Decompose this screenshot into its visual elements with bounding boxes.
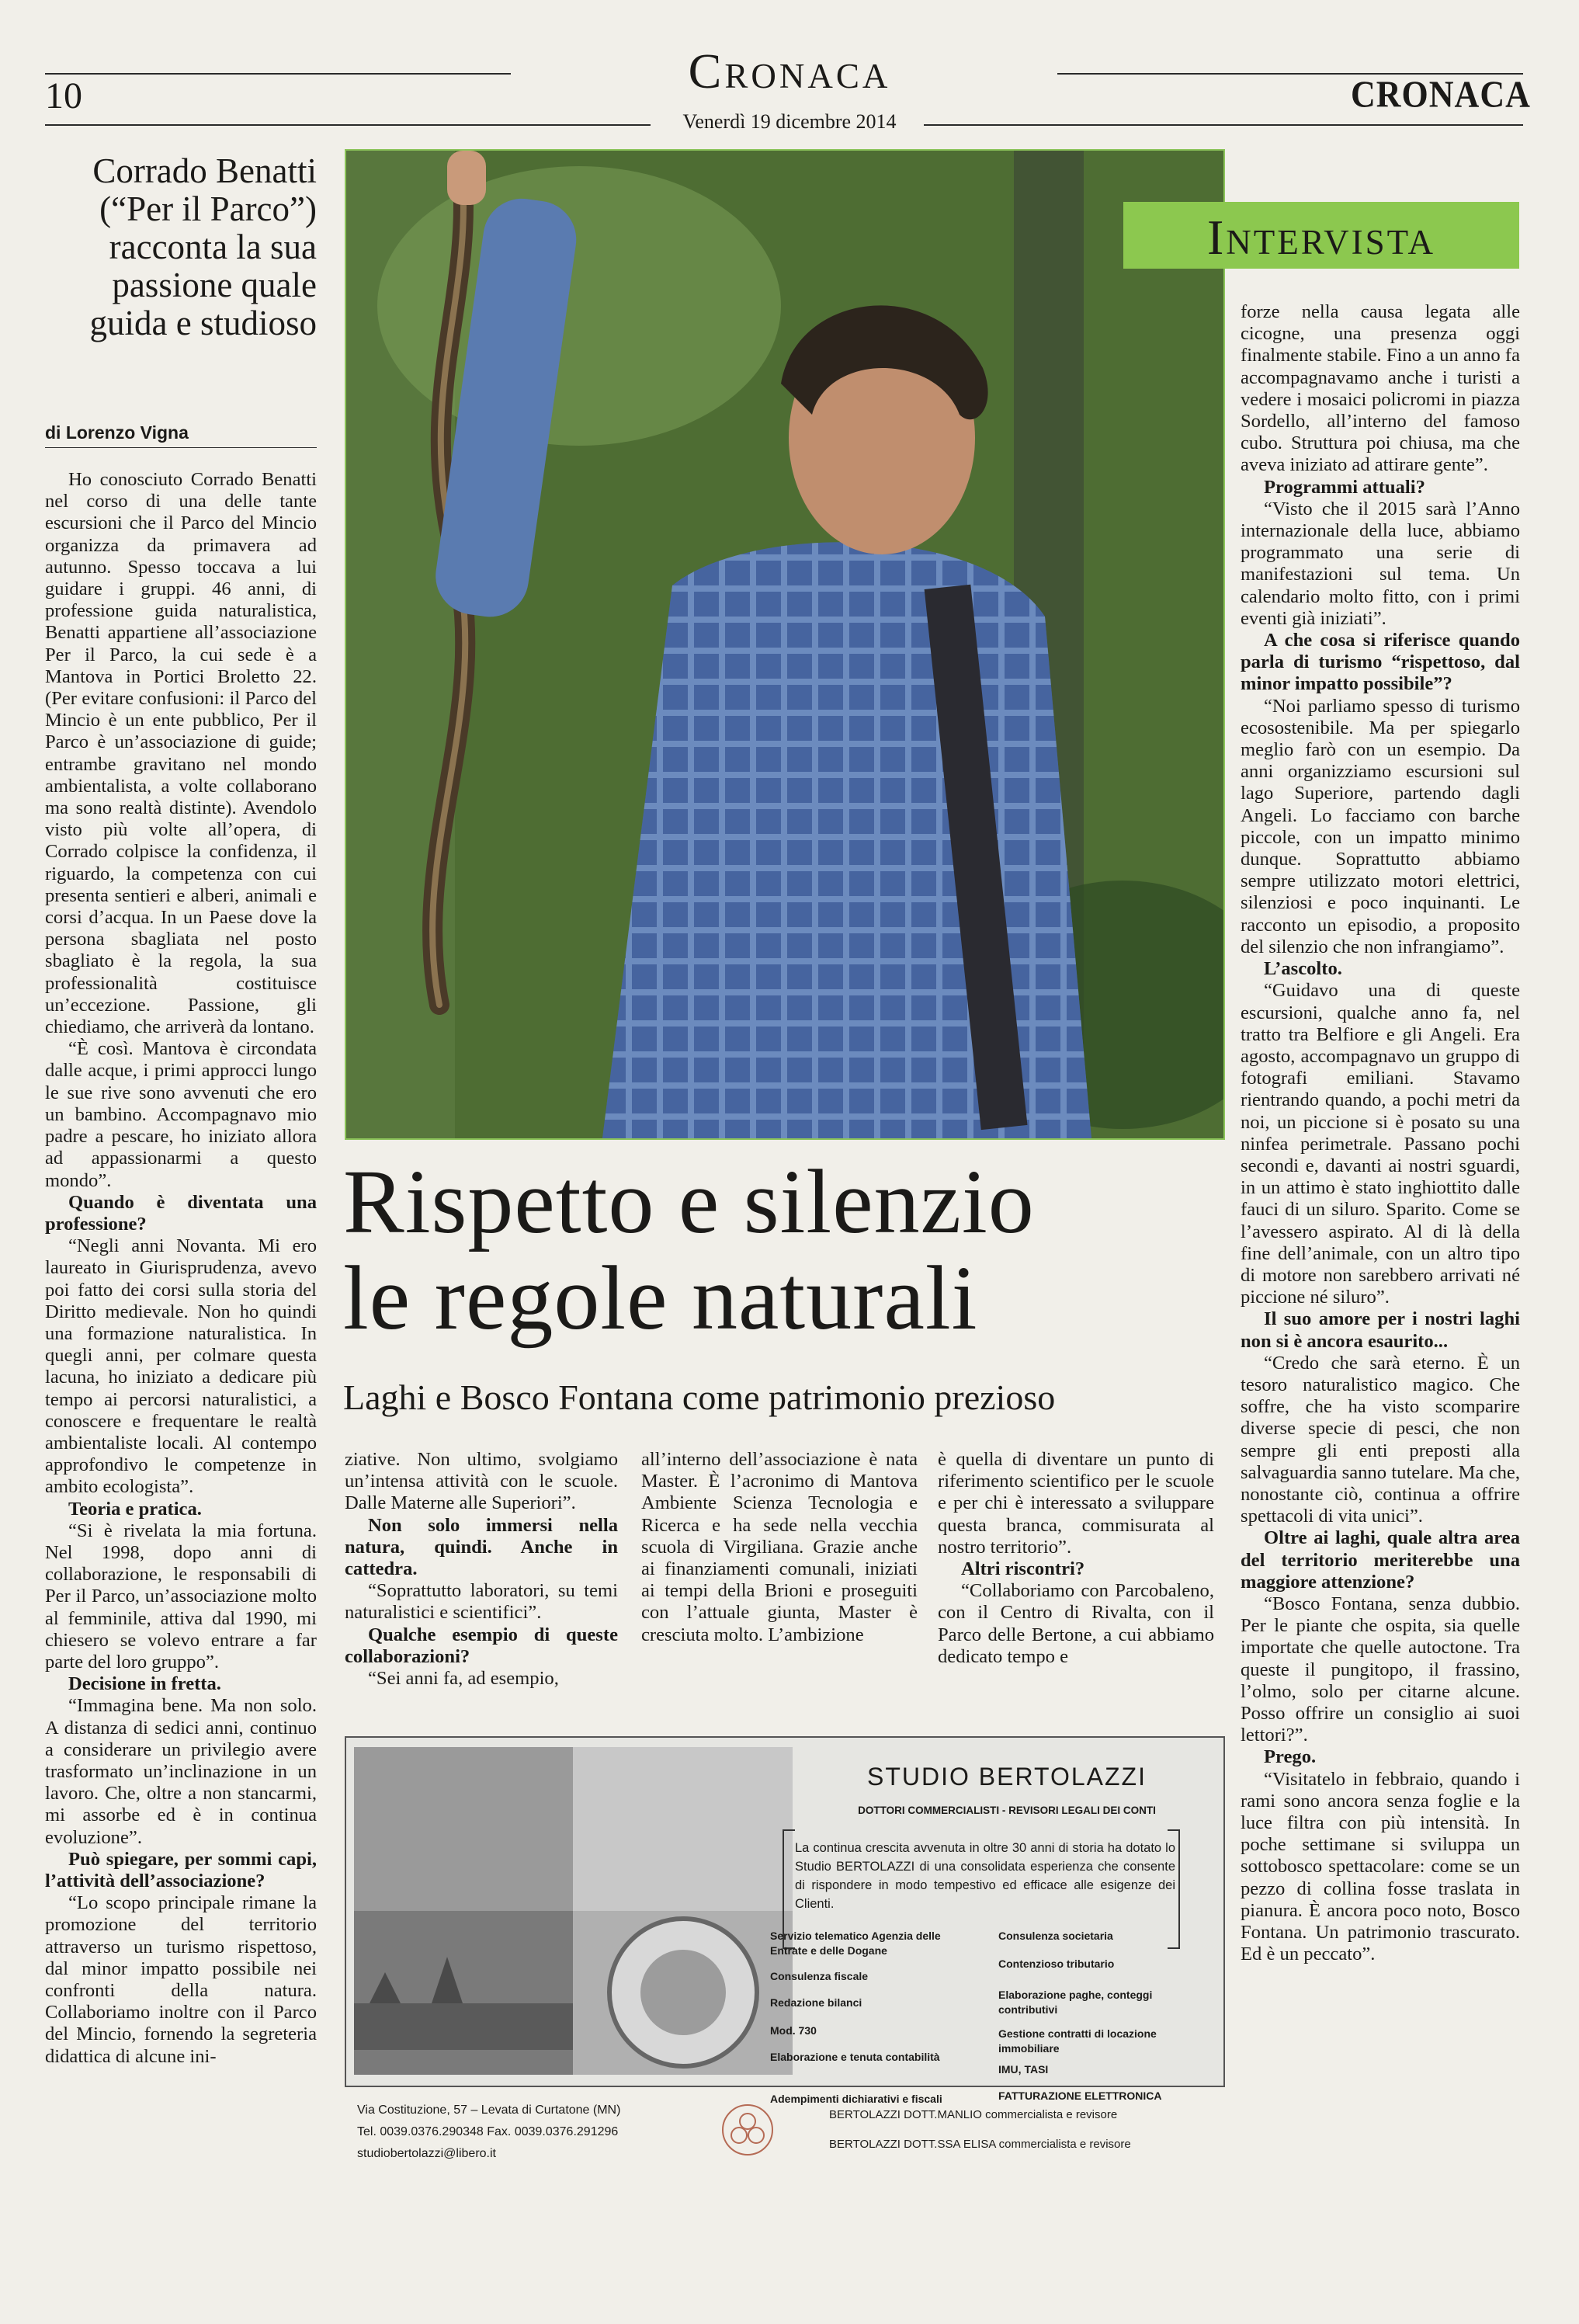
ad-subtitle: DOTTORI COMMERCIALISTI - REVISORI LEGALI DEI CONTI (858, 1805, 1156, 1816)
interview-question: Quando è diventata una professione? (45, 1191, 317, 1235)
article-deck: Laghi e Bosco Fontana come patrimonio prezioso (343, 1377, 1056, 1417)
article-paragraph: “È così. Mantova è circondata dalle acque, i primi approcci lungo le sue rive sono avvenuti che ero un bambino. Accompagnavo mio padre a pescare, ho iniziato allora ad appassionarmi a questo mondo”. (45, 1038, 317, 1191)
interview-question: L’ascolto. (1264, 958, 1342, 980)
ad-partner-2: BERTOLAZZI DOTT.SSA ELISA commercialista e revisore (829, 2138, 1131, 2151)
ad-service-item: Elaborazione e tenuta contabilità (770, 2051, 940, 2063)
article-paragraph: “Si è rivelata la mia fortuna. Nel 1998, dopo anni di collaborazione, le responsabili di Per il Parco, un’associazione molto al femminile, attiva dal 1990, mi chiesero se volevo entrare a far parte del loro gruppo”. (45, 1520, 317, 1673)
article-column-1 (45, 469, 317, 2068)
article-paragraph: “Visitatelo in febbraio, quando i rami sono ancora senza foglie e la luce filtra con più intensità. In poche settimane si sviluppa un sottobosco spettacolare: come se un pezzo di collina fosse traslata in pianura. È ancora poco noto, Bosco Fontana. Un patrimonio trascurato. Ed è un peccato”. (1241, 1768, 1520, 1965)
interview-question: Oltre ai laghi, quale altra area del territorio meriterebbe una maggiore attenzione? (1241, 1527, 1520, 1593)
article-paragraph: “Soprattutto laboratori, su temi naturalistici e scientifici”. (345, 1580, 618, 1624)
advertisement-photo-collage (354, 1747, 793, 2075)
interview-question: Teoria e pratica. (68, 1498, 202, 1520)
ad-service-item: Servizio telematico Agenzia delle Entrate e delle Dogane (770, 1930, 941, 1957)
article-subtitle: Corrado Benatti (“Per il Parco”) racconta la sua passione quale guida e studioso (89, 151, 317, 342)
newspaper-logo: CRONACA (1351, 73, 1531, 116)
interview-tag: Intervista (1206, 210, 1436, 265)
ad-service-item: FATTURAZIONE ELETTRONICA (998, 2090, 1162, 2102)
article-paragraph: “Lo scopo principale rimane la promozione del territorio attraverso un turismo rispettoso, dal minor impatto possibile nei confronti della natura. Collaboriamo inoltre con il Parco del Mincio, fornendo la segreteria didattica di alcune ini- (45, 1892, 317, 2067)
article-paragraph: all’interno dell’associazione è nata Master. È l’acronimo di Mantova Ambiente Scienza Tecnologia e Ricerca e ha sede nella vecchia scuola di Virgiliana. Grazie anche ai finanziamenti comunali, iniziati ai tempi della Brioni e proseguiti con l’attuale giunta, Master è cresciuta molto. L’ambizione (641, 1449, 918, 1645)
ad-intro: La continua crescita avvenuta in oltre 30 anni di storia ha dotato lo Studio BERTOLAZZI di una consolidata esperienza che consente di rispondere in modo tempestivo ed efficace alle esigenze dei Clienti. (795, 1841, 1175, 1911)
ad-service-item: Mod. 730 (770, 2024, 817, 2037)
article-photo (345, 149, 1225, 1140)
interview-question: Decisione in fretta. (68, 1673, 221, 1695)
issue-date: Venerdì 19 dicembre 2014 (682, 110, 897, 133)
article-paragraph: “Negli anni Novanta. Mi ero laureato in Giurisprudenza, avevo poi fatto dei corsi sulla storia del Diritto medievale. Non ho quindi una formazione naturalistica. In quegli anni, per colmare questa lacuna, ho iniziato a dedicare più tempo ai percorsi naturalistici, a conoscere e frequentare le realtà ambientaliste locali. Al contempo approfondivo le competenze in ambito ecologista”. (45, 1235, 317, 1498)
ad-service-item: Adempimenti dichiarativi e fiscali (770, 2093, 942, 2105)
article-paragraph: ziative. Non ultimo, svolgiamo un’intensa attività con le scuole. Dalle Materne alle Superiori”. (345, 1449, 618, 1514)
ad-service-item: Consulenza fiscale (770, 1970, 869, 1982)
interview-question: Il suo amore per i nostri laghi non si è ancora esaurito... (1241, 1308, 1520, 1352)
photo-illustration (346, 151, 1223, 1138)
interview-question: A che cosa si riferisce quando parla di turismo “rispettoso, dal minor impatto possibile”? (1241, 630, 1520, 695)
article-paragraph: è quella di diventare un punto di riferimento scientifico per le scuole e per chi è interessato a sviluppare questa branca, commisurata al nostro territorio”. (938, 1449, 1214, 1558)
article-paragraph: “Immagina bene. Ma non solo. A distanza di sedici anni, continuo a considerare un privilegio avere trasformato un’inclinazione in un lavoro. Che, oltre a non stancarmi, mi assorbe ed è in continua evoluzione”. (45, 1695, 317, 1848)
ad-service-item: Elaborazione paghe, conteggi contributivi (998, 1989, 1153, 2016)
article-column-3 (641, 1449, 918, 1646)
interview-question: Altri riscontri? (961, 1558, 1085, 1580)
article-column-4 (938, 1449, 1214, 1668)
ad-email: studiobertolazzi@libero.it (357, 2147, 496, 2160)
page-number: 10 (45, 75, 82, 116)
ad-partner-1: BERTOLAZZI DOTT.MANLIO commercialista e revisore (829, 2108, 1118, 2121)
ad-service-item: IMU, TASI (998, 2063, 1049, 2076)
ad-service-item: Consulenza societaria (998, 1930, 1113, 1942)
interview-question: Programmi attuali? (1264, 476, 1425, 498)
ad-service-item: Gestione contratti di locazione immobiliare (998, 2027, 1157, 2055)
headline-line-2: le regole naturali (343, 1247, 978, 1349)
ad-address: Via Costituzione, 57 – Levata di Curtatone (MN) (357, 2103, 621, 2117)
section-title: Cronaca (688, 43, 891, 99)
article-paragraph: “Sei anni fa, ad esempio, (368, 1668, 559, 1690)
ad-title: STUDIO BERTOLAZZI (867, 1763, 1147, 1791)
interview-question: Prego. (1264, 1746, 1317, 1768)
ad-service-item: Contenzioso tributario (998, 1958, 1115, 1970)
article-paragraph: “Guidavo una di queste escursioni, qualche anno fa, nel tratto tra Belfiore e gli Angeli. Era agosto, accompagnavo un gruppo di fotografi emiliani. Stavamo rientrando quando, a pochi metri da noi, un piccione si è posato su una ninfea perimetrale. Passano pochi secondi e, davanti ai nostri sguardi, in un attimo è stato inghiottito dalle fauci di un siluro. Sparito. Come se l’avessero aspirato. Al di là della fine dell’animale, con un altro tipo di motore non sarebbero arrivati né piccione né siluro”. (1241, 980, 1520, 1308)
headline (343, 1151, 1220, 1349)
logo-knot-icon (724, 2106, 772, 2154)
interview-question: Qualche esempio di queste collaborazioni? (345, 1624, 618, 1667)
article-paragraph: Ho conosciuto Corrado Benatti nel corso di una delle tante escursioni che il Parco del Mincio organizza da primavera ad autunno. Spesso toccava a lui guidare i gruppi. 46 anni, di professione guida naturalistica, Benatti appartiene all’associazione Per il Parco, la cui sede è a Mantova in Portici Broletto 22. (Per evitare confusioni: il Parco del Mincio è un ente pubblico, Per il Parco è un’associazione di guide; entrambe gravitano nel mondo ambientalista, a volte collaborano ma sono realtà distinte). Avendolo visto più volte all’opera, di Corrado colpisce la confidenza, il riguardo, la competenza con cui presenta sentieri e alberi, animali e corsi d’acqua. In un Paese dove la persona sbagliata nel posto sbagliato è la regola, la sua professionalità costituisce un’eccezione. Passione, gli chiediamo, che arriverà da lontano. (45, 469, 317, 1038)
article-paragraph: forze nella causa legata alle cicogne, una presenza oggi finalmente stabile. Fino a un anno fa accompagnavamo anche i turisti a vedere i mosaici policromi in piazza Sordello, all’interno del famoso cubo. Struttura poi chiusa, ma che aveva iniziato ad attirare gente”. (1241, 301, 1520, 476)
headline-line-1: Rispetto e silenzio (343, 1151, 1035, 1252)
byline: di Lorenzo Vigna (45, 422, 189, 443)
article-paragraph: “Bosco Fontana, senza dubbio. Per le piante che ospita, sia quelle importate che quelle autoctone. Tra queste il pungitopo, il frassino, l’olmo, solo per citarne alcune. Posso offrire un consiglio ai suoi lettori?”. (1241, 1593, 1520, 1746)
interview-question: Può spiegare, per sommi capi, l’attività dell’associazione? (45, 1848, 317, 1892)
ad-service-item: Redazione bilanci (770, 1996, 862, 2009)
article-paragraph: “Collaboriamo con Parcobaleno, con il Centro di Rivalta, con il Parco delle Bertone, a cui abbiamo dedicato tempo e (938, 1580, 1214, 1667)
ad-phone: Tel. 0039.0376.290348 Fax. 0039.0376.291296 (357, 2125, 619, 2138)
article-paragraph: “Noi parliamo spesso di turismo ecosostenibile. Ma per spiegarlo meglio farò con un esempio. Da anni organizziamo escursioni sul lago Superiore, partendo dagli Angeli. Lo facciamo con barche piccole, con un impatto minimo dunque. Soprattutto abbiamo sempre utilizzato motori elettrici, silenziosi e poco inquinanti. Le racconto un episodio, a proposito del silenzio che non infrangiamo”. (1241, 695, 1520, 957)
article-paragraph: “Credo che sarà eterno. È un tesoro naturalistico magico. Che soffre, che ha visto scomparire diverse specie di pesci, che non sempre gli enti preposti alla salvaguardia sanno tutelare. Ma che, nonostante ciò, continua a offrire spettacoli di vita unici”. (1241, 1352, 1520, 1527)
collage-illustration (354, 1747, 793, 2075)
studio-logo-icon (722, 2104, 773, 2156)
interview-question: Non solo immersi nella natura, quindi. Anche in cattedra. (345, 1514, 618, 1580)
article-paragraph: “Visto che il 2015 sarà l’Anno internazionale della luce, abbiamo programmato una serie di manifestazioni sul tema. Un calendario molto fitto, con i primi eventi già iniziati”. (1241, 498, 1520, 629)
article-column-5 (1241, 301, 1520, 1965)
article-column-2 (345, 1449, 618, 1690)
